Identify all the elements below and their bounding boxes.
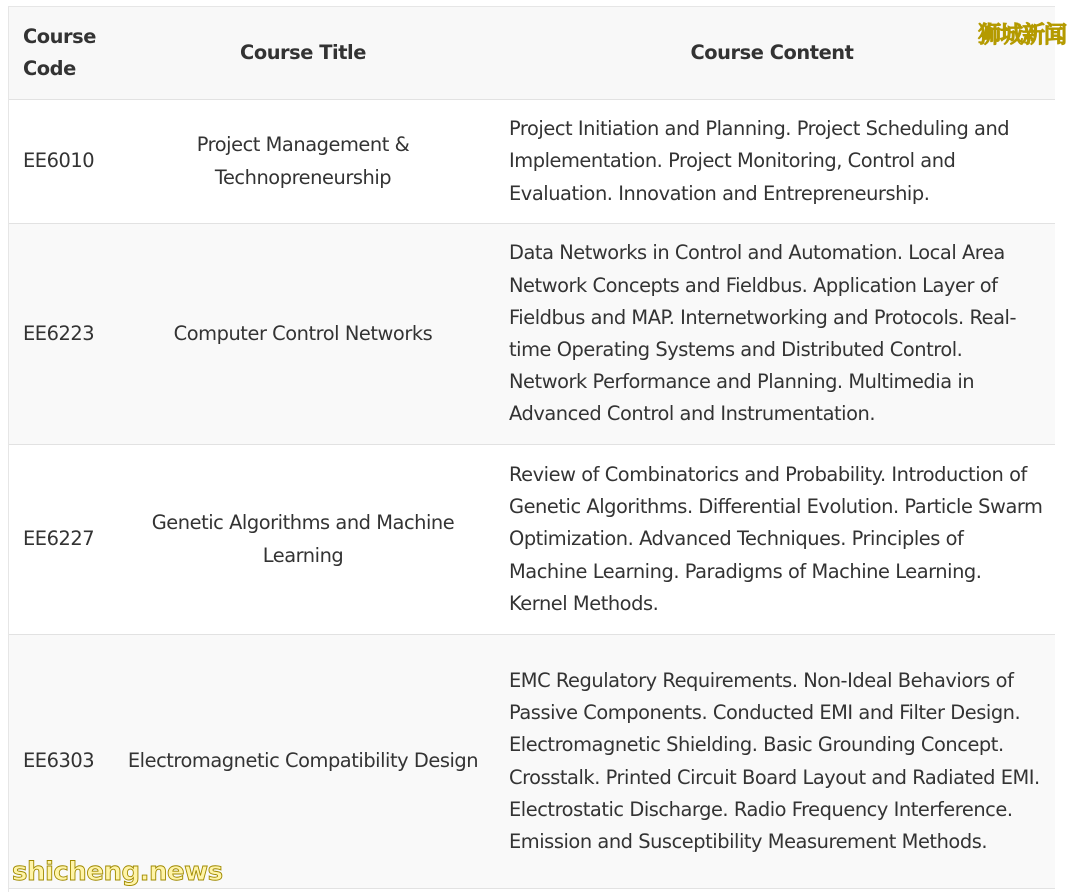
header-course-title: Course Title xyxy=(117,7,489,100)
course-title-cell: Project Management & Technopreneurship xyxy=(117,100,489,224)
course-code-cell: EE6223 xyxy=(9,224,117,445)
course-code-cell: EE6303 xyxy=(9,635,117,889)
header-course-code: Course Code xyxy=(9,7,117,100)
table-body xyxy=(9,100,1055,889)
table-row xyxy=(9,100,1055,224)
table-row xyxy=(9,445,1055,635)
course-title-cell: Computer Control Networks xyxy=(117,224,489,445)
watermark-bottom-left: shicheng.news xyxy=(12,857,223,887)
course-content-cell: Project Initiation and Planning. Project Scheduling and Implementation. Project Monitoring, Control and Evaluation. Innovation and Entrepreneurship. xyxy=(489,100,1055,224)
course-content-cell: EMC Regulatory Requirements. Non-Ideal Behaviors of Passive Components. Conducted EMI and Filter Design. Electromagnetic Shielding. Basic Grounding Concept. Crosstalk. Printed Circuit Board Layout and Radiated EMI. Electrostatic Discharge. Radio Frequency Interference. Emission and Susceptibility Measurement Methods. xyxy=(489,635,1055,889)
table-row xyxy=(9,224,1055,445)
course-code-cell: EE6010 xyxy=(9,100,117,224)
course-content-cell: Review of Combinatorics and Probability. Introduction of Genetic Algorithms. Differential Evolution. Particle Swarm Optimization. Advanced Techniques. Principles of Machine Learning. Paradigms of Machine Learning. Kernel Methods. xyxy=(489,445,1055,635)
table-row xyxy=(9,635,1055,889)
course-content-cell: Data Networks in Control and Automation. Local Area Network Concepts and Fieldbus. Application Layer of Fieldbus and MAP. Internetworking and Protocols. Real-time Operating Systems and Distributed Control. Network Performance and Planning. Multimedia in Advanced Control and Instrumentation. xyxy=(489,224,1055,445)
course-table xyxy=(9,7,1055,889)
watermark-top-right: 狮城新闻 xyxy=(978,22,1066,48)
course-title-cell: Genetic Algorithms and Machine Learning xyxy=(117,445,489,635)
header-course-content: Course Content xyxy=(489,7,1055,100)
header-row xyxy=(9,7,1055,100)
course-title-cell: Electromagnetic Compatibility Design xyxy=(117,635,489,889)
course-table-container xyxy=(8,6,1055,892)
course-code-cell: EE6227 xyxy=(9,445,117,635)
table-header xyxy=(9,7,1055,100)
